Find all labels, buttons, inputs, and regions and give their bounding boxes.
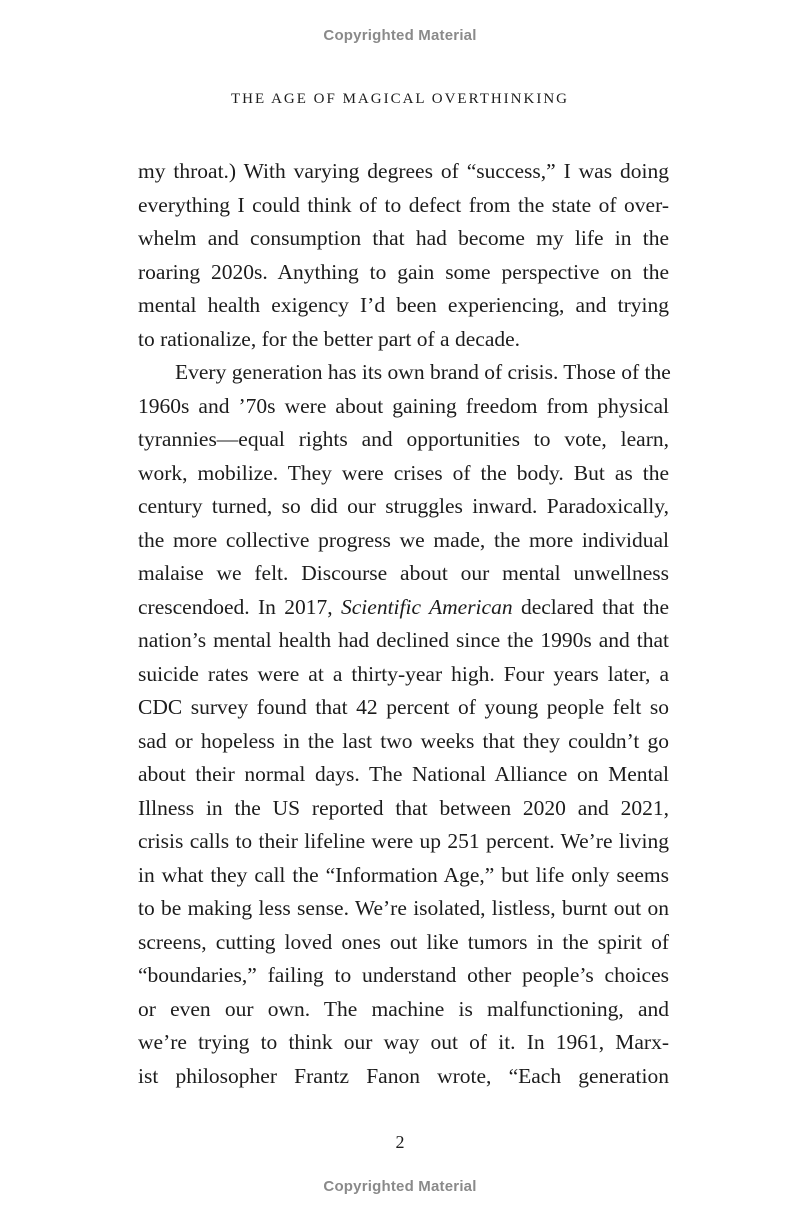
text-line: everything I could think of to defect from the state of over- [138,192,669,217]
publication-title: Scientific American [341,594,513,619]
text-line: crisis calls to their lifeline were up 251 percent. We’re living [138,829,669,853]
text-line [138,591,669,625]
text-line: ist philosopher Frantz Fanon wrote, “Each generation [138,1063,669,1088]
text-line: the more collective progress we made, the more individual [138,527,669,552]
text-line: CDC survey found that 42 percent of young people felt so [138,695,669,719]
text-segment: crescendoed. In 2017, [138,594,333,619]
text-line: in what they call the “Information Age,” but life only seems [138,862,669,887]
text-line: Illness in the US reported that between 2020 and 2021, [138,795,669,820]
text-line: sad or hopeless in the last two weeks that they couldn’t go [138,728,669,753]
text-line: work, mobilize. They were crises of the body. But as the [138,460,669,485]
text-line: 1960s and ’70s were about gaining freedom from physical [138,393,669,418]
text-line: malaise we felt. Discourse about our mental unwellness [138,561,669,585]
text-segment: declared that the [520,594,669,619]
page-number: 2 [395,1132,405,1152]
copyright-watermark-top: Copyrighted Material [323,27,477,44]
text-line: screens, cutting loved ones out like tumors in the spirit of [138,929,669,954]
text-line: century turned, so did our struggles inward. Paradoxically, [138,494,669,518]
text-line: suicide rates were at a thirty-year high. Four years later, a [138,661,669,686]
text-line: mental health exigency I’d been experiencing, and trying [138,293,669,317]
text-line: we’re trying to think our way out of it. In 1961, Marx- [138,1030,669,1054]
running-head: THE AGE OF MAGICAL OVERTHINKING [230,91,570,107]
copyright-watermark-bottom: Copyrighted Material [323,1178,477,1195]
text-line: whelm and consumption that had become my life in the [138,226,669,250]
text-line: “boundaries,” failing to understand other people’s choices [138,963,669,987]
text-line: roaring 2020s. Anything to gain some perspective on the [138,259,669,284]
text-line: nation’s mental health had declined since the 1990s and that [138,628,669,652]
text-line: my throat.) With varying degrees of “success,” I was doing [138,159,669,183]
text-line: about their normal days. The National Alliance on Mental [138,762,669,786]
text-line: to be making less sense. We’re isolated, listless, burnt out on [138,896,669,920]
text-line: or even our own. The machine is malfunctioning, and [138,996,669,1021]
text-line: Every generation has its own brand of crisis. Those of the [175,360,671,384]
body-text [138,155,669,1093]
text-line: to rationalize, for the better part of a decade. [138,326,521,351]
text-line: tyrannies—equal rights and opportunities to vote, learn, [138,427,669,451]
